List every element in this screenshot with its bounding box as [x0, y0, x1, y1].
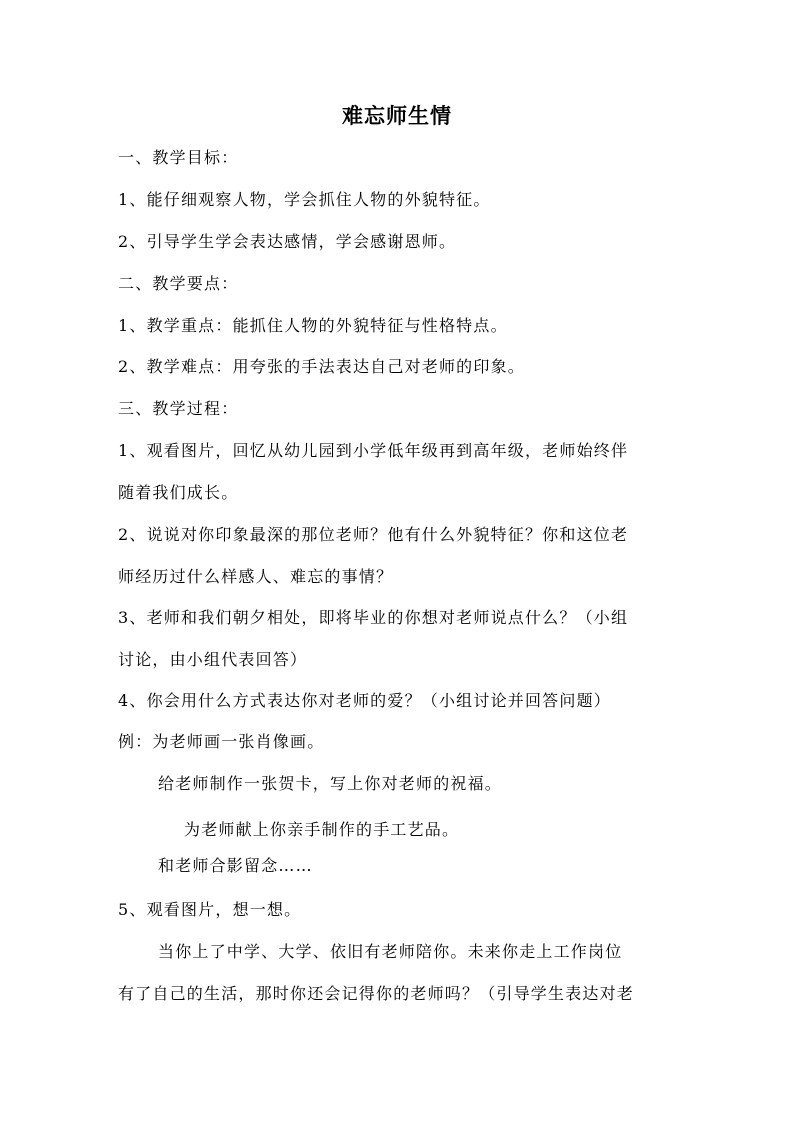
- process-step-3-line-2: 讨论，由小组代表回答）: [118, 650, 308, 669]
- process-step-1-line-2: 随着我们成长。: [118, 483, 239, 502]
- objective-2: 2、引导学生学会表达感情，学会感谢恩师。: [118, 232, 457, 251]
- example-1: 例：为老师画一张肖像画。: [118, 732, 325, 751]
- section-heading-objectives: 一、教学目标：: [118, 148, 239, 167]
- example-4: 和老师合影留念……: [158, 856, 313, 875]
- example-2: 给老师制作一张贺卡，写上你对老师的祝福。: [158, 774, 503, 793]
- section-heading-process: 三、教学过程：: [118, 399, 239, 418]
- process-step-2-line-1: 2、说说对你印象最深的那位老师？他有什么外貌特征？你和这位老: [118, 525, 629, 544]
- process-step-1-line-1: 1、观看图片，回忆从幼儿园到小学低年级再到高年级，老师始终伴: [118, 441, 629, 460]
- closing-paragraph-line-2: 有了自己的生活，那时你还会记得你的老师吗？（引导学生表达对老: [118, 984, 635, 1003]
- closing-paragraph-line-1: 当你上了中学、大学、依旧有老师陪你。未来你走上工作岗位: [158, 942, 623, 961]
- section-heading-key-points: 二、教学要点：: [118, 274, 239, 293]
- process-step-5: 5、观看图片，想一想。: [118, 900, 302, 919]
- example-3: 为老师献上你亲手制作的手工艺品。: [184, 820, 460, 839]
- process-step-2-line-2: 师经历过什么样感人、难忘的事情？: [118, 567, 394, 586]
- process-step-3-line-1: 3、老师和我们朝夕相处，即将毕业的你想对老师说点什么？（小组: [118, 608, 629, 627]
- objective-1: 1、能仔细观察人物，学会抓住人物的外貌特征。: [118, 190, 491, 209]
- document-title: 难忘师生情: [342, 103, 452, 128]
- key-point-2: 2、教学难点：用夸张的手法表达自己对老师的印象。: [118, 357, 525, 376]
- process-step-4: 4、你会用什么方式表达你对老师的爱？（小组讨论并回答问题）: [118, 691, 611, 710]
- key-point-1: 1、教学重点：能抓住人物的外貌特征与性格特点。: [118, 316, 508, 335]
